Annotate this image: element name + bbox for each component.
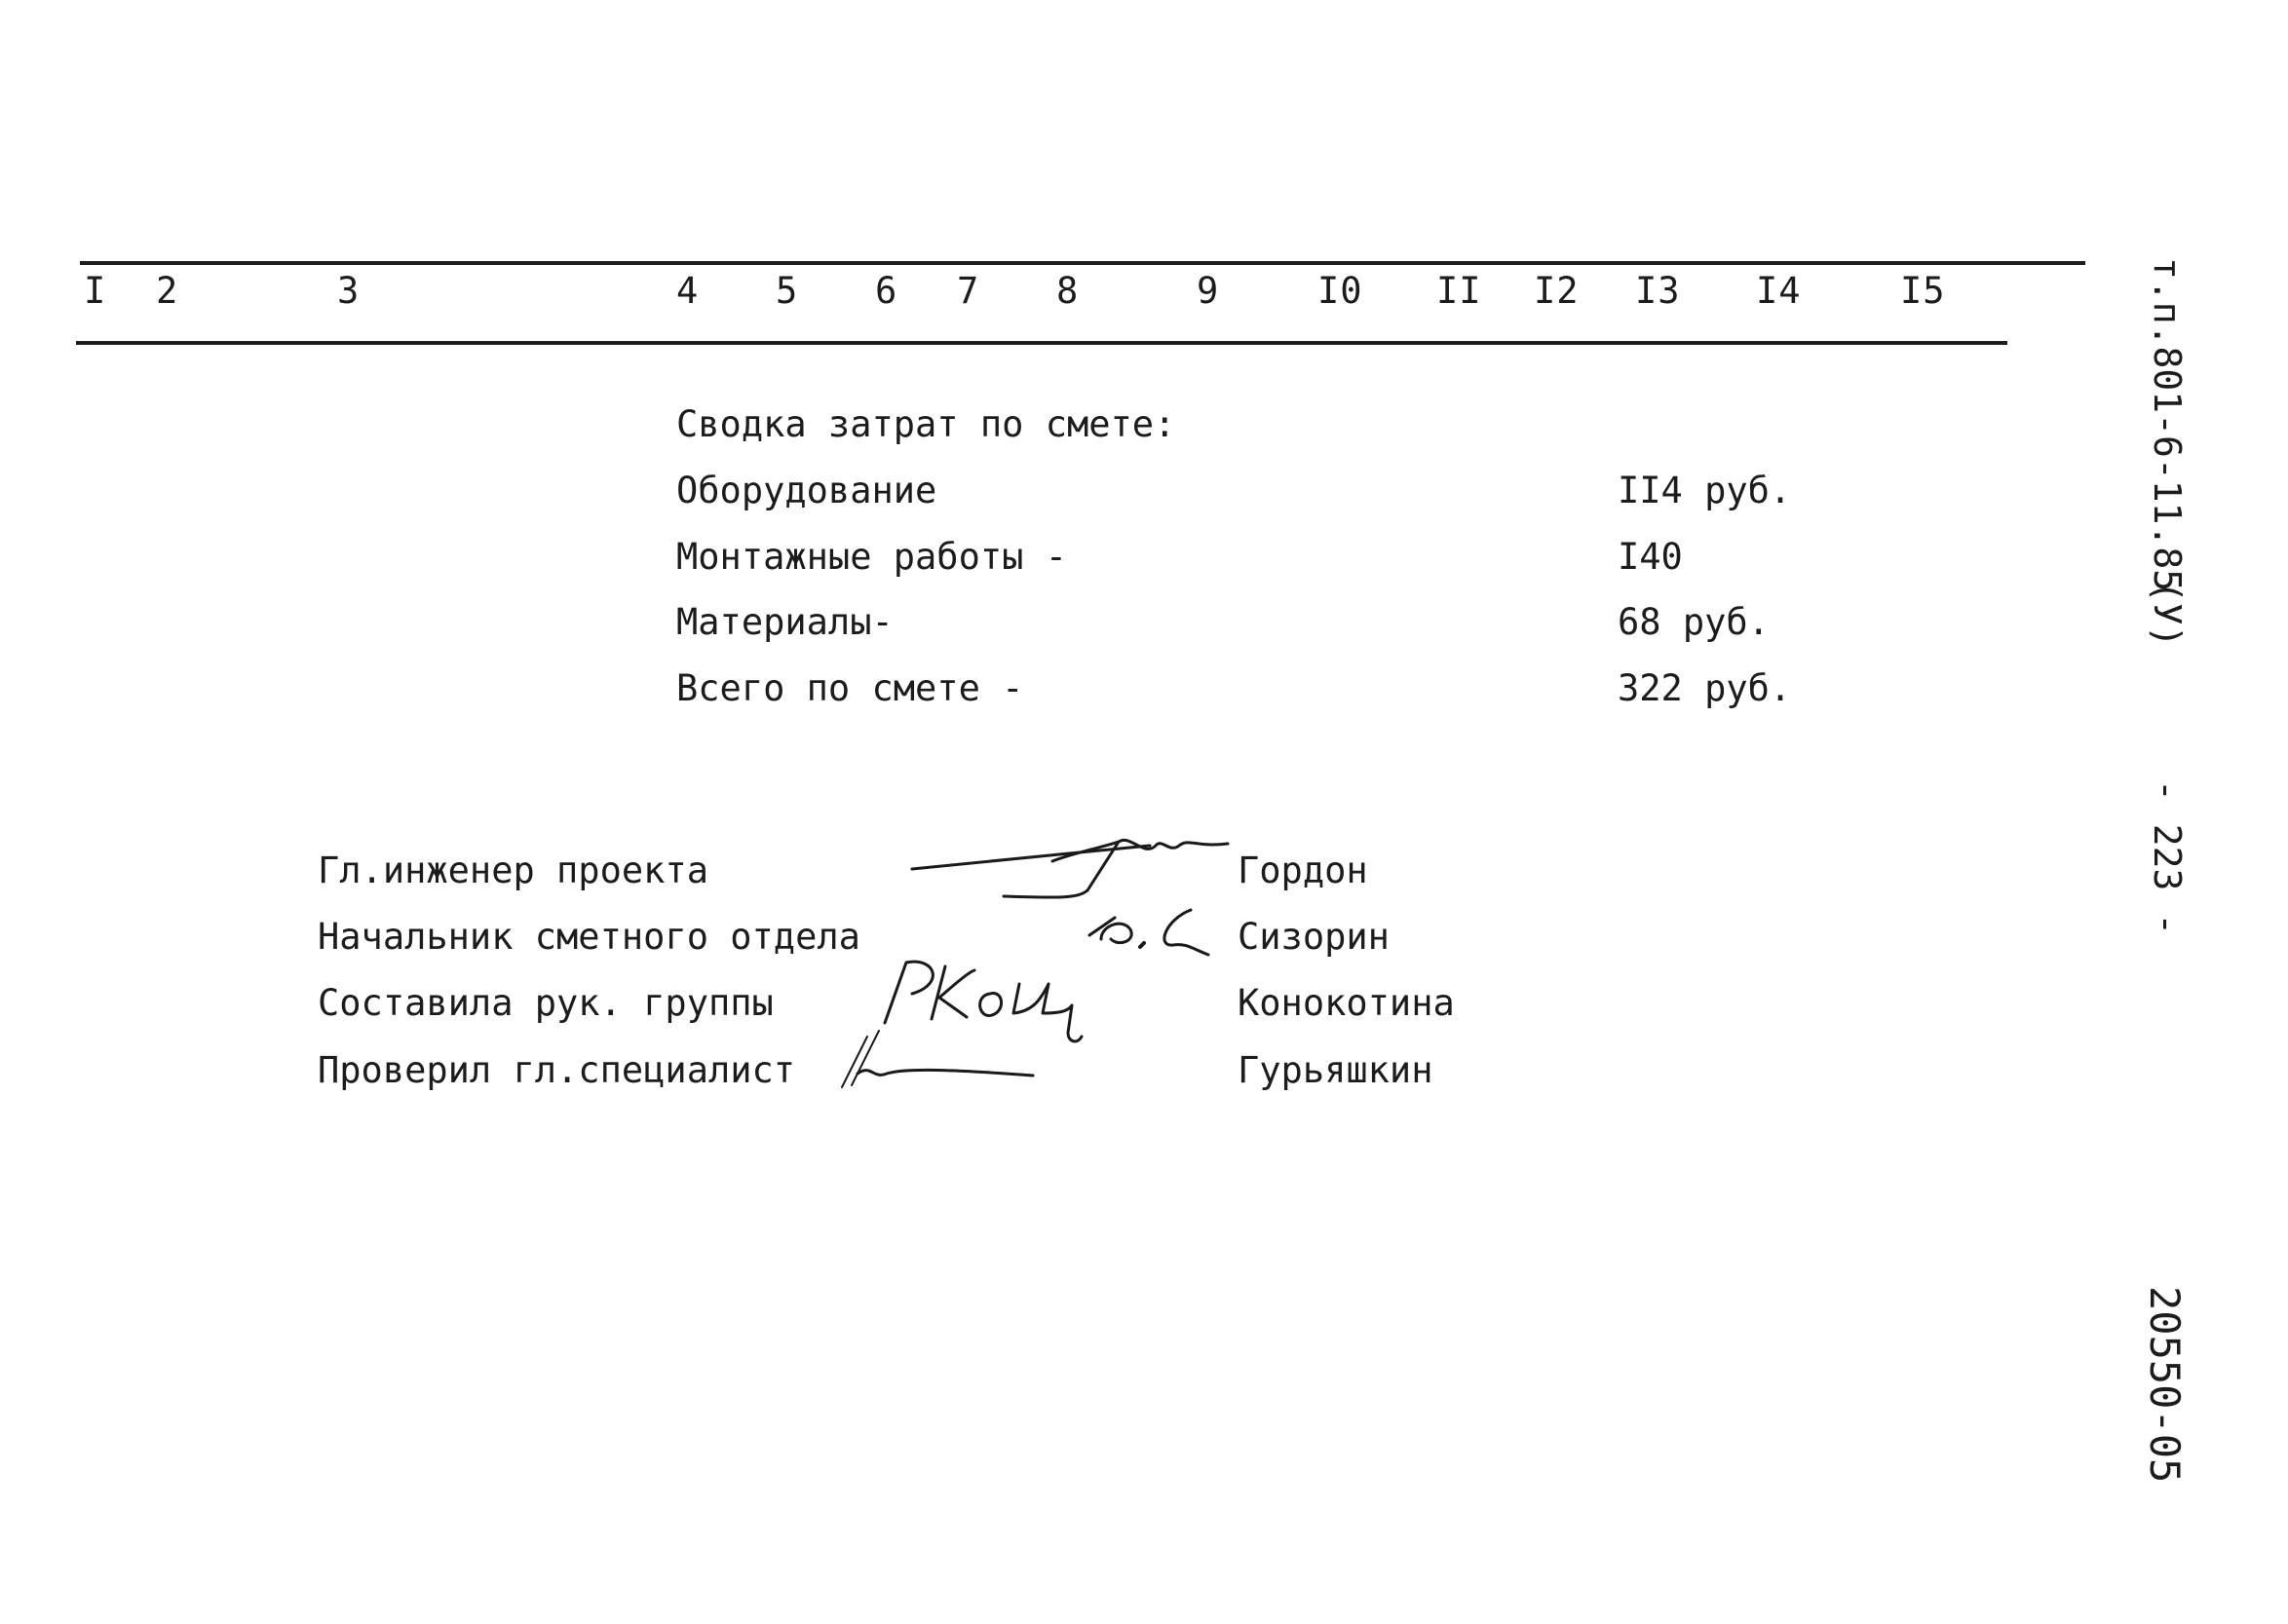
- summary-label-installation: Монтажные работы -: [676, 536, 1067, 578]
- signature-role: Составила рук. группы: [318, 982, 774, 1024]
- signature-name: Гордон: [1238, 850, 1368, 891]
- column-number: 7: [957, 270, 980, 312]
- column-number: 6: [875, 270, 898, 312]
- column-number: I: [84, 270, 107, 312]
- page-number: - 223 -: [2146, 779, 2189, 936]
- signature-role: Проверил гл.специалист: [318, 1049, 796, 1091]
- column-number: 5: [776, 270, 799, 312]
- column-number: I4: [1756, 270, 1802, 312]
- column-number: I3: [1635, 270, 1681, 312]
- summary-value-materials: 68 руб.: [1618, 601, 1770, 643]
- handwritten-signature-gordon: [906, 828, 1238, 906]
- summary-title: Сводка затрат по смете:: [676, 403, 1176, 445]
- summary-value-installation: I40: [1618, 536, 1683, 578]
- column-number: 3: [337, 270, 361, 312]
- column-number: 8: [1056, 270, 1080, 312]
- column-number: I5: [1900, 270, 1946, 312]
- summary-label-materials: Материалы-: [676, 601, 894, 643]
- header-top-rule: [80, 261, 2085, 265]
- handwritten-signature-guryashkin: [828, 1023, 1043, 1101]
- summary-value-total: 322 руб.: [1618, 667, 1792, 709]
- summary-label-total: Всего по смете -: [676, 667, 1024, 709]
- column-number: 9: [1197, 270, 1220, 312]
- signature-role: Гл.инженер проекта: [318, 850, 708, 891]
- doc-code: т.п.801-6-11.85: [2146, 257, 2189, 592]
- header-bottom-rule: [76, 341, 2007, 345]
- summary-value-equipment: II4 руб.: [1618, 470, 1792, 511]
- summary-label-equipment: Оборудование: [676, 470, 937, 511]
- signature-name: Конокотина: [1238, 982, 1455, 1024]
- column-number: 4: [676, 270, 700, 312]
- archive-number: 20550-05: [2141, 1286, 2189, 1484]
- column-number: II: [1436, 270, 1482, 312]
- column-number: I0: [1317, 270, 1363, 312]
- column-number: 2: [156, 270, 179, 312]
- signature-role: Начальник сметного отдела: [318, 916, 860, 958]
- signature-name: Сизорин: [1238, 916, 1390, 958]
- column-number: I2: [1534, 270, 1580, 312]
- signature-name: Гурьяшкин: [1238, 1049, 1433, 1091]
- variant-mark: (У): [2146, 581, 2189, 648]
